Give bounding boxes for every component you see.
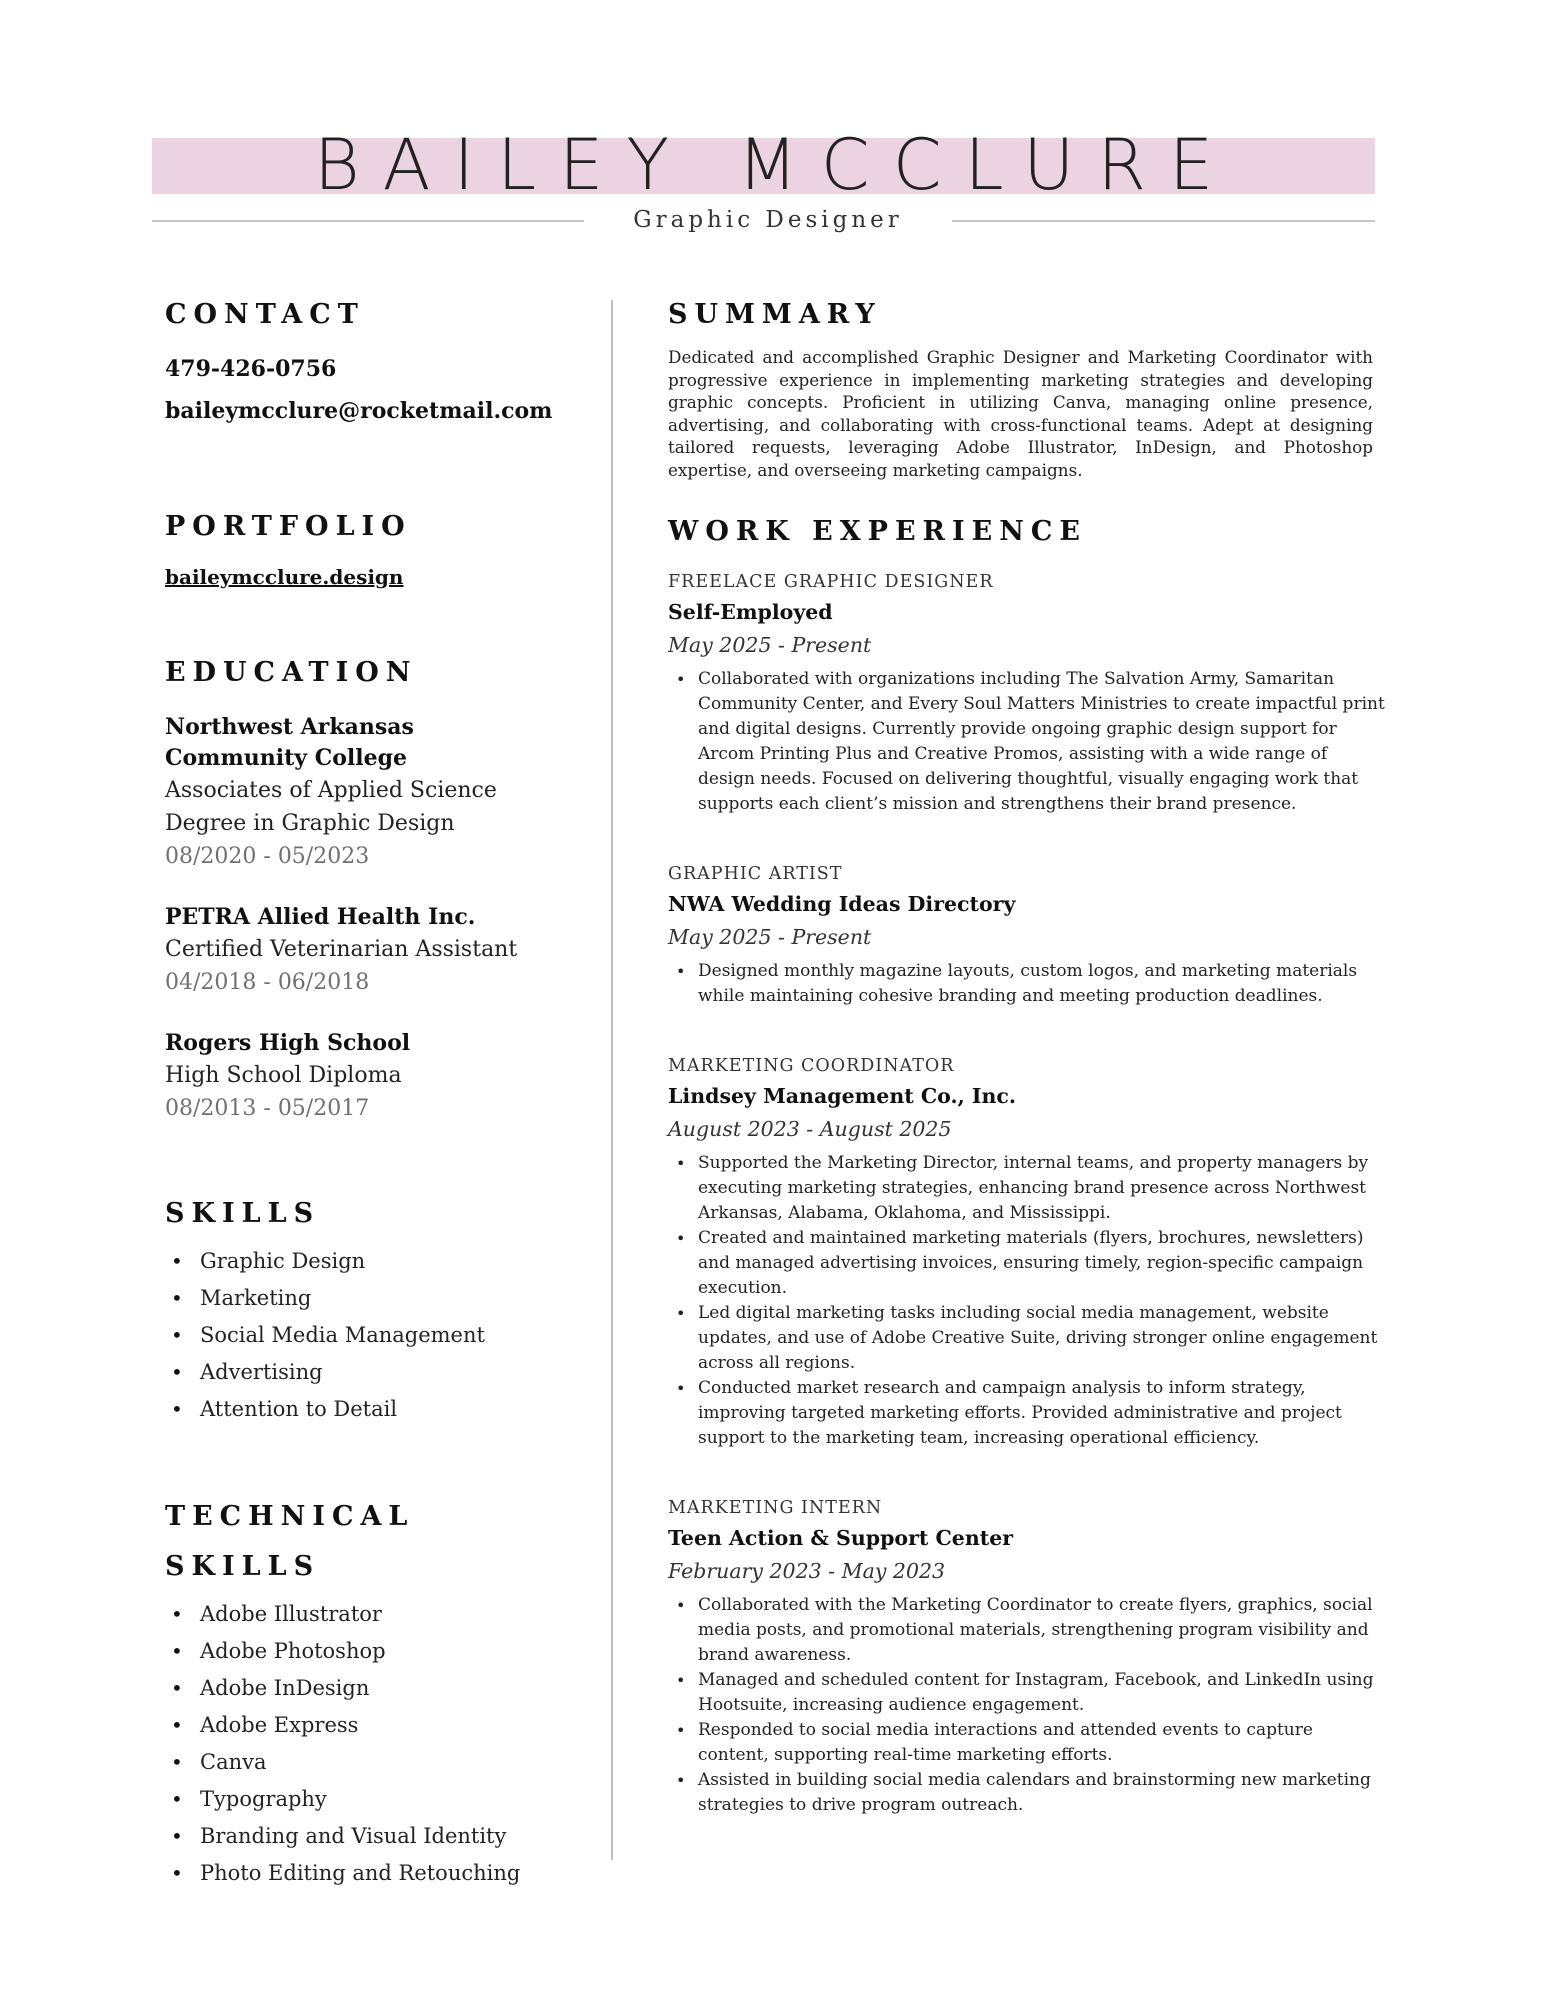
job-company: NWA Wedding Ideas Directory bbox=[668, 892, 1016, 916]
job-role: MARKETING COORDINATOR bbox=[668, 1056, 955, 1076]
skills-heading: SKILLS bbox=[165, 1198, 321, 1229]
job-entry bbox=[668, 859, 1388, 1009]
job-company: Self-Employed bbox=[668, 600, 833, 624]
job-bullets bbox=[668, 959, 1388, 1009]
job-bullet: • Conducted market research and campaign analysis to inform strategy, improving targeted marketing efforts. Provided administrative and project support to the marketing team, increasing operational efficiency. bbox=[668, 1376, 1388, 1451]
skills-list bbox=[165, 1243, 585, 1428]
contact-heading: CONTACT bbox=[165, 299, 365, 330]
technical-skill-item: • Adobe Express bbox=[165, 1707, 585, 1744]
summary-text: Dedicated and accomplished Graphic Designer and Marketing Coordinator with progressive experience in implementing marketing strategies and developing graphic concepts. Proficient in utilizing Canva, managing online presence, advertising, and collaborating with cross-functional teams. Adept at designing tailored requests, leveraging Adobe Illustrator, InDesign, and Photoshop expertise, and overseeing marketing campaigns. bbox=[668, 347, 1373, 480]
technical-skills-heading: TECHNICAL SKILLS bbox=[165, 1501, 415, 1582]
work-experience-heading: WORK EXPERIENCE bbox=[668, 516, 1087, 547]
education-item bbox=[165, 712, 585, 873]
job-dates: August 2023 - August 2025 bbox=[668, 1117, 952, 1141]
degree-line2: Degree in Graphic Design bbox=[165, 811, 455, 836]
job-company: Lindsey Management Co., Inc. bbox=[668, 1084, 1017, 1108]
degree: High School Diploma bbox=[165, 1063, 402, 1088]
technical-skill-item: • Canva bbox=[165, 1744, 585, 1781]
summary-heading: SUMMARY bbox=[668, 299, 882, 330]
job-bullet: • Designed monthly magazine layouts, custom logos, and marketing materials while maintaining cohesive branding and meeting production deadlines. bbox=[668, 959, 1388, 1009]
school-name: Rogers High School bbox=[165, 1030, 411, 1056]
skill-item: • Advertising bbox=[165, 1354, 585, 1391]
school-name: PETRA Allied Health Inc. bbox=[165, 904, 476, 930]
job-bullets bbox=[668, 1593, 1388, 1818]
skill-item: • Graphic Design bbox=[165, 1243, 585, 1280]
portfolio-heading: PORTFOLIO bbox=[165, 511, 412, 542]
school-name: Northwest Arkansas bbox=[165, 714, 414, 740]
job-role: FREELACE GRAPHIC DESIGNER bbox=[668, 572, 994, 592]
job-bullet: • Collaborated with organizations including The Salvation Army, Samaritan Community Center, and Every Soul Matters Ministries to create impactful print and digital designs. Currently provide ongoing graphic design support for Arcom Printing Plus and Creative Promos, assisting with a wide range of design needs. Focused on delivering thoughtful, visually engaging work that supports each client’s mission and strengthens their brand presence. bbox=[668, 667, 1388, 817]
job-entry bbox=[668, 567, 1388, 817]
contact-section bbox=[165, 290, 585, 432]
right-column bbox=[668, 290, 1388, 1818]
skill-item: • Social Media Management bbox=[165, 1317, 585, 1354]
education-dates: 08/2013 - 05/2017 bbox=[165, 1096, 370, 1121]
technical-skill-item: • Adobe Photoshop bbox=[165, 1633, 585, 1670]
technical-skills-section bbox=[165, 1492, 585, 1892]
job-bullets bbox=[668, 667, 1388, 817]
phone-number: 479-426-0756 bbox=[165, 356, 337, 382]
summary-section bbox=[668, 290, 1388, 481]
title-rule-right bbox=[952, 220, 1375, 222]
column-divider bbox=[611, 300, 613, 1860]
job-entry bbox=[668, 1051, 1388, 1451]
degree: Associates of Applied Science bbox=[165, 778, 497, 803]
education-dates: 04/2018 - 06/2018 bbox=[165, 970, 370, 995]
email-address: baileymcclure@rocketmail.com bbox=[165, 398, 553, 424]
job-title: Graphic Designer bbox=[633, 207, 903, 233]
job-dates: February 2023 - May 2023 bbox=[668, 1559, 946, 1583]
technical-skill-item: • Typography bbox=[165, 1781, 585, 1818]
resume-name: BAILEY MCCLURE bbox=[313, 124, 1237, 206]
skill-item: • Attention to Detail bbox=[165, 1391, 585, 1428]
portfolio-section bbox=[165, 502, 585, 597]
education-item bbox=[165, 1028, 585, 1125]
job-role: MARKETING INTERN bbox=[668, 1498, 883, 1518]
job-bullet: • Supported the Marketing Director, internal teams, and property managers by executing marketing strategies, enhancing brand presence across Northwest Arkansas, Alabama, Oklahoma, and Mississippi. bbox=[668, 1151, 1388, 1226]
job-bullet: • Responded to social media interactions and attended events to capture content, supporting real-time marketing efforts. bbox=[668, 1718, 1388, 1768]
job-bullets bbox=[668, 1151, 1388, 1451]
education-section bbox=[165, 648, 585, 1125]
technical-skill-item: • Branding and Visual Identity bbox=[165, 1818, 585, 1855]
left-column bbox=[165, 290, 585, 1892]
school-name-line2: Community College bbox=[165, 745, 407, 771]
job-dates: May 2025 - Present bbox=[668, 633, 872, 657]
education-item bbox=[165, 902, 585, 999]
job-entry bbox=[668, 1493, 1388, 1818]
degree: Certified Veterinarian Assistant bbox=[165, 937, 518, 962]
technical-skills-list bbox=[165, 1596, 585, 1892]
skills-section bbox=[165, 1189, 585, 1428]
education-heading: EDUCATION bbox=[165, 657, 418, 688]
technical-skill-item: • Adobe Illustrator bbox=[165, 1596, 585, 1633]
job-bullet: • Collaborated with the Marketing Coordinator to create flyers, graphics, social media posts, and promotional materials, strengthening program visibility and brand awareness. bbox=[668, 1593, 1388, 1668]
job-bullet: • Led digital marketing tasks including social media management, website updates, and use of Adobe Creative Suite, driving stronger online engagement across all regions. bbox=[668, 1301, 1388, 1376]
education-dates: 08/2020 - 05/2023 bbox=[165, 844, 370, 869]
job-company: Teen Action & Support Center bbox=[668, 1526, 1014, 1550]
title-rule-left bbox=[152, 220, 584, 222]
job-bullet: • Assisted in building social media calendars and brainstorming new marketing strategies to drive program outreach. bbox=[668, 1768, 1388, 1818]
portfolio-link[interactable]: baileymcclure.design bbox=[165, 565, 404, 589]
technical-skill-item: • Photo Editing and Retouching bbox=[165, 1855, 585, 1892]
job-bullet: • Created and maintained marketing materials (flyers, brochures, newsletters) and managed advertising invoices, ensuring timely, region-specific campaign execution. bbox=[668, 1226, 1388, 1301]
technical-skill-item: • Adobe InDesign bbox=[165, 1670, 585, 1707]
job-bullet: • Managed and scheduled content for Instagram, Facebook, and LinkedIn using Hootsuite, increasing audience engagement. bbox=[668, 1668, 1388, 1718]
job-role: GRAPHIC ARTIST bbox=[668, 864, 843, 884]
work-experience-section bbox=[668, 507, 1388, 1818]
job-dates: May 2025 - Present bbox=[668, 925, 872, 949]
skill-item: • Marketing bbox=[165, 1280, 585, 1317]
